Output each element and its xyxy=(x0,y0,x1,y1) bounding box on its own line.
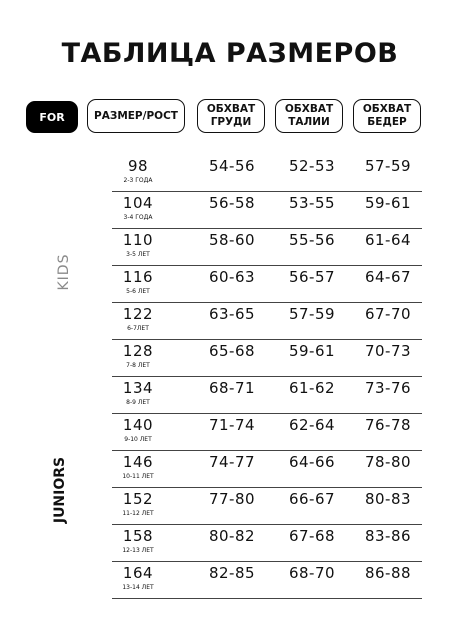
age-value: 10-11 ЛЕТ xyxy=(122,473,154,480)
table-row xyxy=(112,303,422,340)
age-value: 7-8 ЛЕТ xyxy=(126,362,150,369)
waist-value: 68-70 xyxy=(288,564,336,582)
size-value: 158 xyxy=(122,527,154,545)
header-hips-line1: ОБХВАТ xyxy=(362,103,412,115)
header-hips-line2: БЕДЕР xyxy=(367,116,407,128)
chest-value: 65-68 xyxy=(208,342,256,360)
chest-value: 77-80 xyxy=(208,490,256,508)
header-chest xyxy=(197,99,265,133)
hips-value: 64-67 xyxy=(364,268,412,286)
header-chest-line2: ГРУДИ xyxy=(210,116,252,128)
table-row xyxy=(112,525,422,562)
age-value: 13-14 ЛЕТ xyxy=(122,584,154,591)
chest-value: 74-77 xyxy=(208,453,256,471)
size-value: 146 xyxy=(122,453,154,471)
chest-value: 68-71 xyxy=(208,379,256,397)
chest-value: 71-74 xyxy=(208,416,256,434)
header-hips xyxy=(353,99,421,133)
hips-value: 57-59 xyxy=(364,157,412,175)
table-row xyxy=(112,451,422,488)
waist-value: 52-53 xyxy=(288,157,336,175)
table-row xyxy=(112,266,422,303)
age-value: 2-3 ГОДА xyxy=(123,177,153,184)
size-value: 104 xyxy=(122,194,154,212)
chest-value: 54-56 xyxy=(208,157,256,175)
age-value: 3-5 ЛЕТ xyxy=(126,251,150,258)
waist-value: 59-61 xyxy=(288,342,336,360)
size-value: 98 xyxy=(127,157,149,175)
size-value: 164 xyxy=(122,564,154,582)
table-row xyxy=(112,340,422,377)
size-value: 122 xyxy=(122,305,154,323)
hips-value: 76-78 xyxy=(364,416,412,434)
header-waist xyxy=(275,99,343,133)
row-divider xyxy=(112,598,422,599)
hips-value: 67-70 xyxy=(364,305,412,323)
hips-value: 73-76 xyxy=(364,379,412,397)
age-value: 3-4 ГОДА xyxy=(123,214,153,221)
age-value: 9-10 ЛЕТ xyxy=(124,436,152,443)
table-row xyxy=(112,229,422,266)
header-for-label: FOR xyxy=(39,110,65,124)
waist-value: 55-56 xyxy=(288,231,336,249)
waist-value: 56-57 xyxy=(288,268,336,286)
waist-value: 66-67 xyxy=(288,490,336,508)
size-value: 116 xyxy=(122,268,154,286)
hips-value: 61-64 xyxy=(364,231,412,249)
size-value: 152 xyxy=(122,490,154,508)
group-label-kids: KIDS xyxy=(56,253,72,291)
header-size xyxy=(87,99,185,133)
header-size-label: РАЗМЕР/РОСТ xyxy=(94,109,178,122)
table-row xyxy=(112,155,422,192)
table-row xyxy=(112,488,422,525)
age-value: 12-13 ЛЕТ xyxy=(122,547,154,554)
chest-value: 80-82 xyxy=(208,527,256,545)
header-waist-line1: ОБХВАТ xyxy=(284,103,334,115)
chest-value: 63-65 xyxy=(208,305,256,323)
waist-value: 62-64 xyxy=(288,416,336,434)
waist-value: 57-59 xyxy=(288,305,336,323)
waist-value: 64-66 xyxy=(288,453,336,471)
age-value: 5-6 ЛЕТ xyxy=(126,288,150,295)
table-row xyxy=(112,377,422,414)
table-row xyxy=(112,192,422,229)
hips-value: 86-88 xyxy=(364,564,412,582)
hips-value: 59-61 xyxy=(364,194,412,212)
chest-value: 82-85 xyxy=(208,564,256,582)
size-value: 128 xyxy=(122,342,154,360)
header-chest-line1: ОБХВАТ xyxy=(206,103,256,115)
size-value: 140 xyxy=(122,416,154,434)
age-value: 6-7ЛЕТ xyxy=(127,325,149,332)
table-row xyxy=(112,562,422,599)
chest-value: 60-63 xyxy=(208,268,256,286)
age-value: 8-9 ЛЕТ xyxy=(126,399,150,406)
header-waist-line2: ТАЛИИ xyxy=(288,116,330,128)
group-label-juniors: JUNIORS xyxy=(52,456,68,524)
waist-value: 53-55 xyxy=(288,194,336,212)
hips-value: 70-73 xyxy=(364,342,412,360)
page-title: ТАБЛИЦА РАЗМЕРОВ xyxy=(61,38,399,69)
chest-value: 58-60 xyxy=(208,231,256,249)
header-for xyxy=(26,101,78,133)
size-value: 110 xyxy=(122,231,154,249)
table-row xyxy=(112,414,422,451)
waist-value: 61-62 xyxy=(288,379,336,397)
hips-value: 83-86 xyxy=(364,527,412,545)
age-value: 11-12 ЛЕТ xyxy=(122,510,154,517)
chest-value: 56-58 xyxy=(208,194,256,212)
hips-value: 80-83 xyxy=(364,490,412,508)
waist-value: 67-68 xyxy=(288,527,336,545)
size-value: 134 xyxy=(122,379,154,397)
hips-value: 78-80 xyxy=(364,453,412,471)
